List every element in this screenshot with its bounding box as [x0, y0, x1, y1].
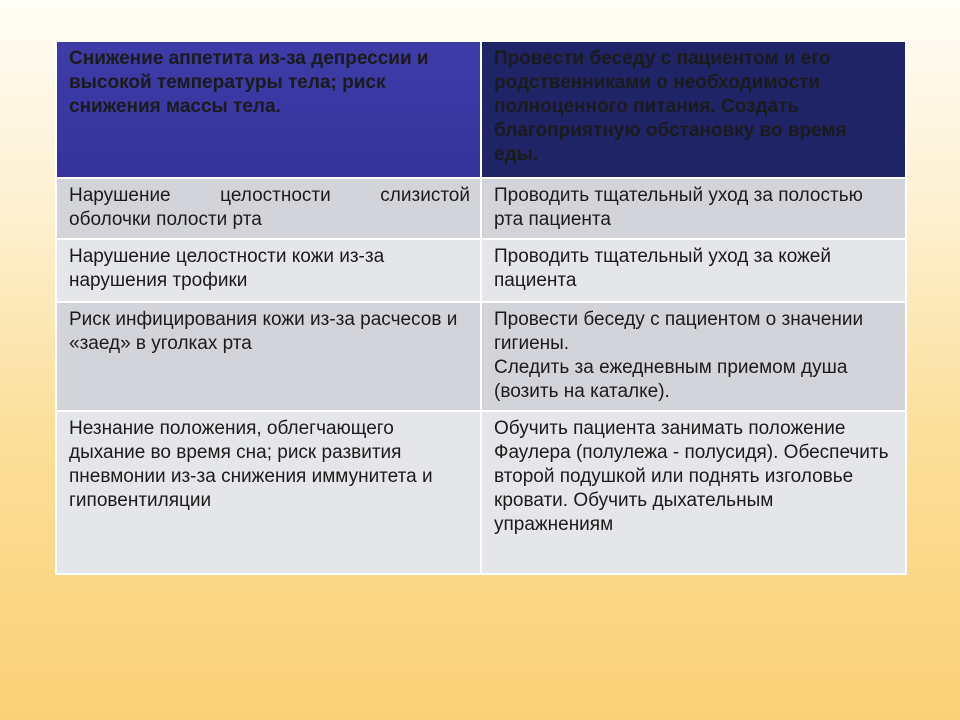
intervention-cell — [481, 302, 906, 411]
intervention-cell: Проводить тщательный уход за полостью рта пациента — [481, 178, 906, 239]
problem-cell: Риск инфицирования кожи из-за расчесов и «заед» в уголках рта — [56, 302, 481, 411]
problem-cell — [56, 178, 481, 239]
intervention-text-line: Следить за ежедневным приемом душа (возить на каталке). — [494, 357, 848, 402]
header-intervention-cell: Провести беседу с пациентом и его родственниками о необходимости полноценного питания. Создать благоприятную обстановку во время еды. — [481, 41, 906, 178]
problem-cell: Незнание положения, облегчающего дыхание во время сна; риск развития пневмонии из-за снижения иммунитета и гиповентиляции — [56, 411, 481, 574]
table-row — [56, 302, 906, 411]
table-row — [56, 178, 906, 239]
problem-text-line: оболочки полости рта — [69, 209, 262, 230]
problem-cell: Нарушение целостности кожи из-за нарушения трофики — [56, 239, 481, 302]
intervention-cell: Проводить тщательный уход за кожей пациента — [481, 239, 906, 302]
problem-text-line: Нарушение целостности слизистой — [69, 185, 470, 206]
table-row — [56, 239, 906, 302]
intervention-cell: Обучить пациента занимать положение Фаулера (полулежа - полусидя). Обеспечить второй подушкой или поднять изголовье кровати. Обучить дыхательным упражнениям — [481, 411, 906, 574]
table-header-row — [56, 41, 906, 178]
care-plan-table — [55, 40, 907, 575]
header-problem-cell: Снижение аппетита из-за депрессии и высокой температуры тела; риск снижения массы тела. — [56, 41, 481, 178]
table-row — [56, 411, 906, 574]
intervention-text-line: Провести беседу с пациентом о значении гигиены. — [494, 309, 864, 354]
